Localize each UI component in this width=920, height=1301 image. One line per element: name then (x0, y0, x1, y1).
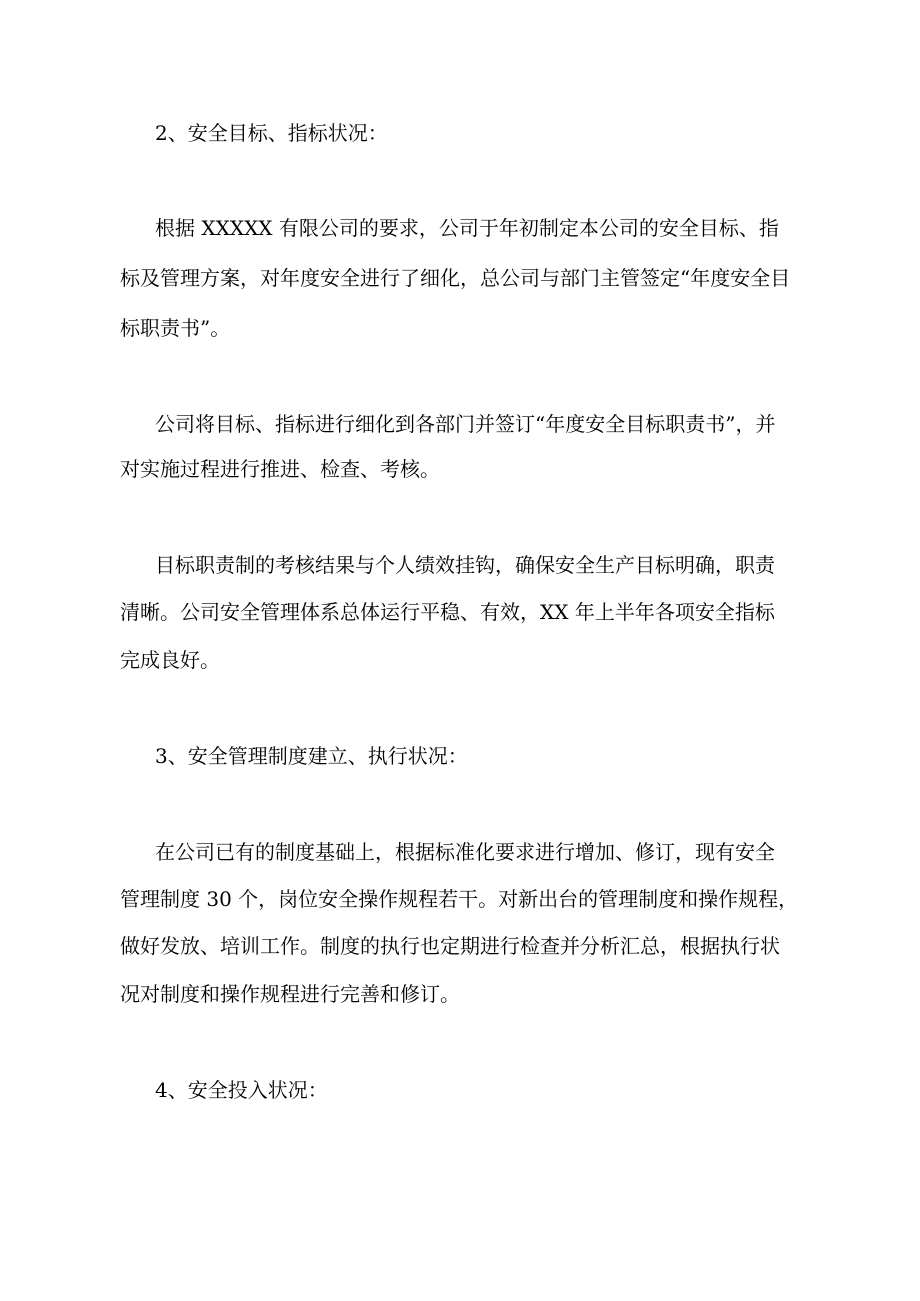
paragraph-line: 管理制度 30 个，岗位安全操作规程若干。对新出台的管理制度和操作规程， (120, 887, 799, 911)
paragraph-line: 况对制度和操作规程进行完善和修订。 (120, 982, 460, 1006)
paragraph-line: 清晰。公司安全管理体系总体运行平稳、有效，XX 年上半年各项安全指标 (120, 600, 775, 624)
paragraph-line: 做好发放、培训工作。制度的执行也定期进行检查并分析汇总，根据执行状 (120, 934, 780, 958)
paragraph-line: 完成良好。 (120, 648, 220, 672)
paragraph-line: 根据 XXXXX 有限公司的要求，公司于年初制定本公司的安全目标、指 (155, 216, 779, 240)
section-heading: 4、安全投入状况： (155, 1078, 328, 1102)
paragraph-line: 标及管理方案，对年度安全进行了细化，总公司与部门主管签定“年度安全目 (120, 266, 791, 290)
paragraph-line: 对实施过程进行推进、检查、考核。 (120, 457, 440, 481)
section-heading: 3、安全管理制度建立、执行状况： (155, 744, 468, 768)
paragraph-line: 标职责书”。 (120, 316, 231, 340)
paragraph-line: 在公司已有的制度基础上，根据标准化要求进行增加、修订，现有安全 (155, 840, 775, 864)
paragraph-line: 公司将目标、指标进行细化到各部门并签订“年度安全目标职责书”，并 (155, 412, 776, 436)
paragraph-line: 目标职责制的考核结果与个人绩效挂钩，确保安全生产目标明确，职责 (155, 553, 775, 577)
section-heading: 2、安全目标、指标状况： (155, 121, 388, 145)
